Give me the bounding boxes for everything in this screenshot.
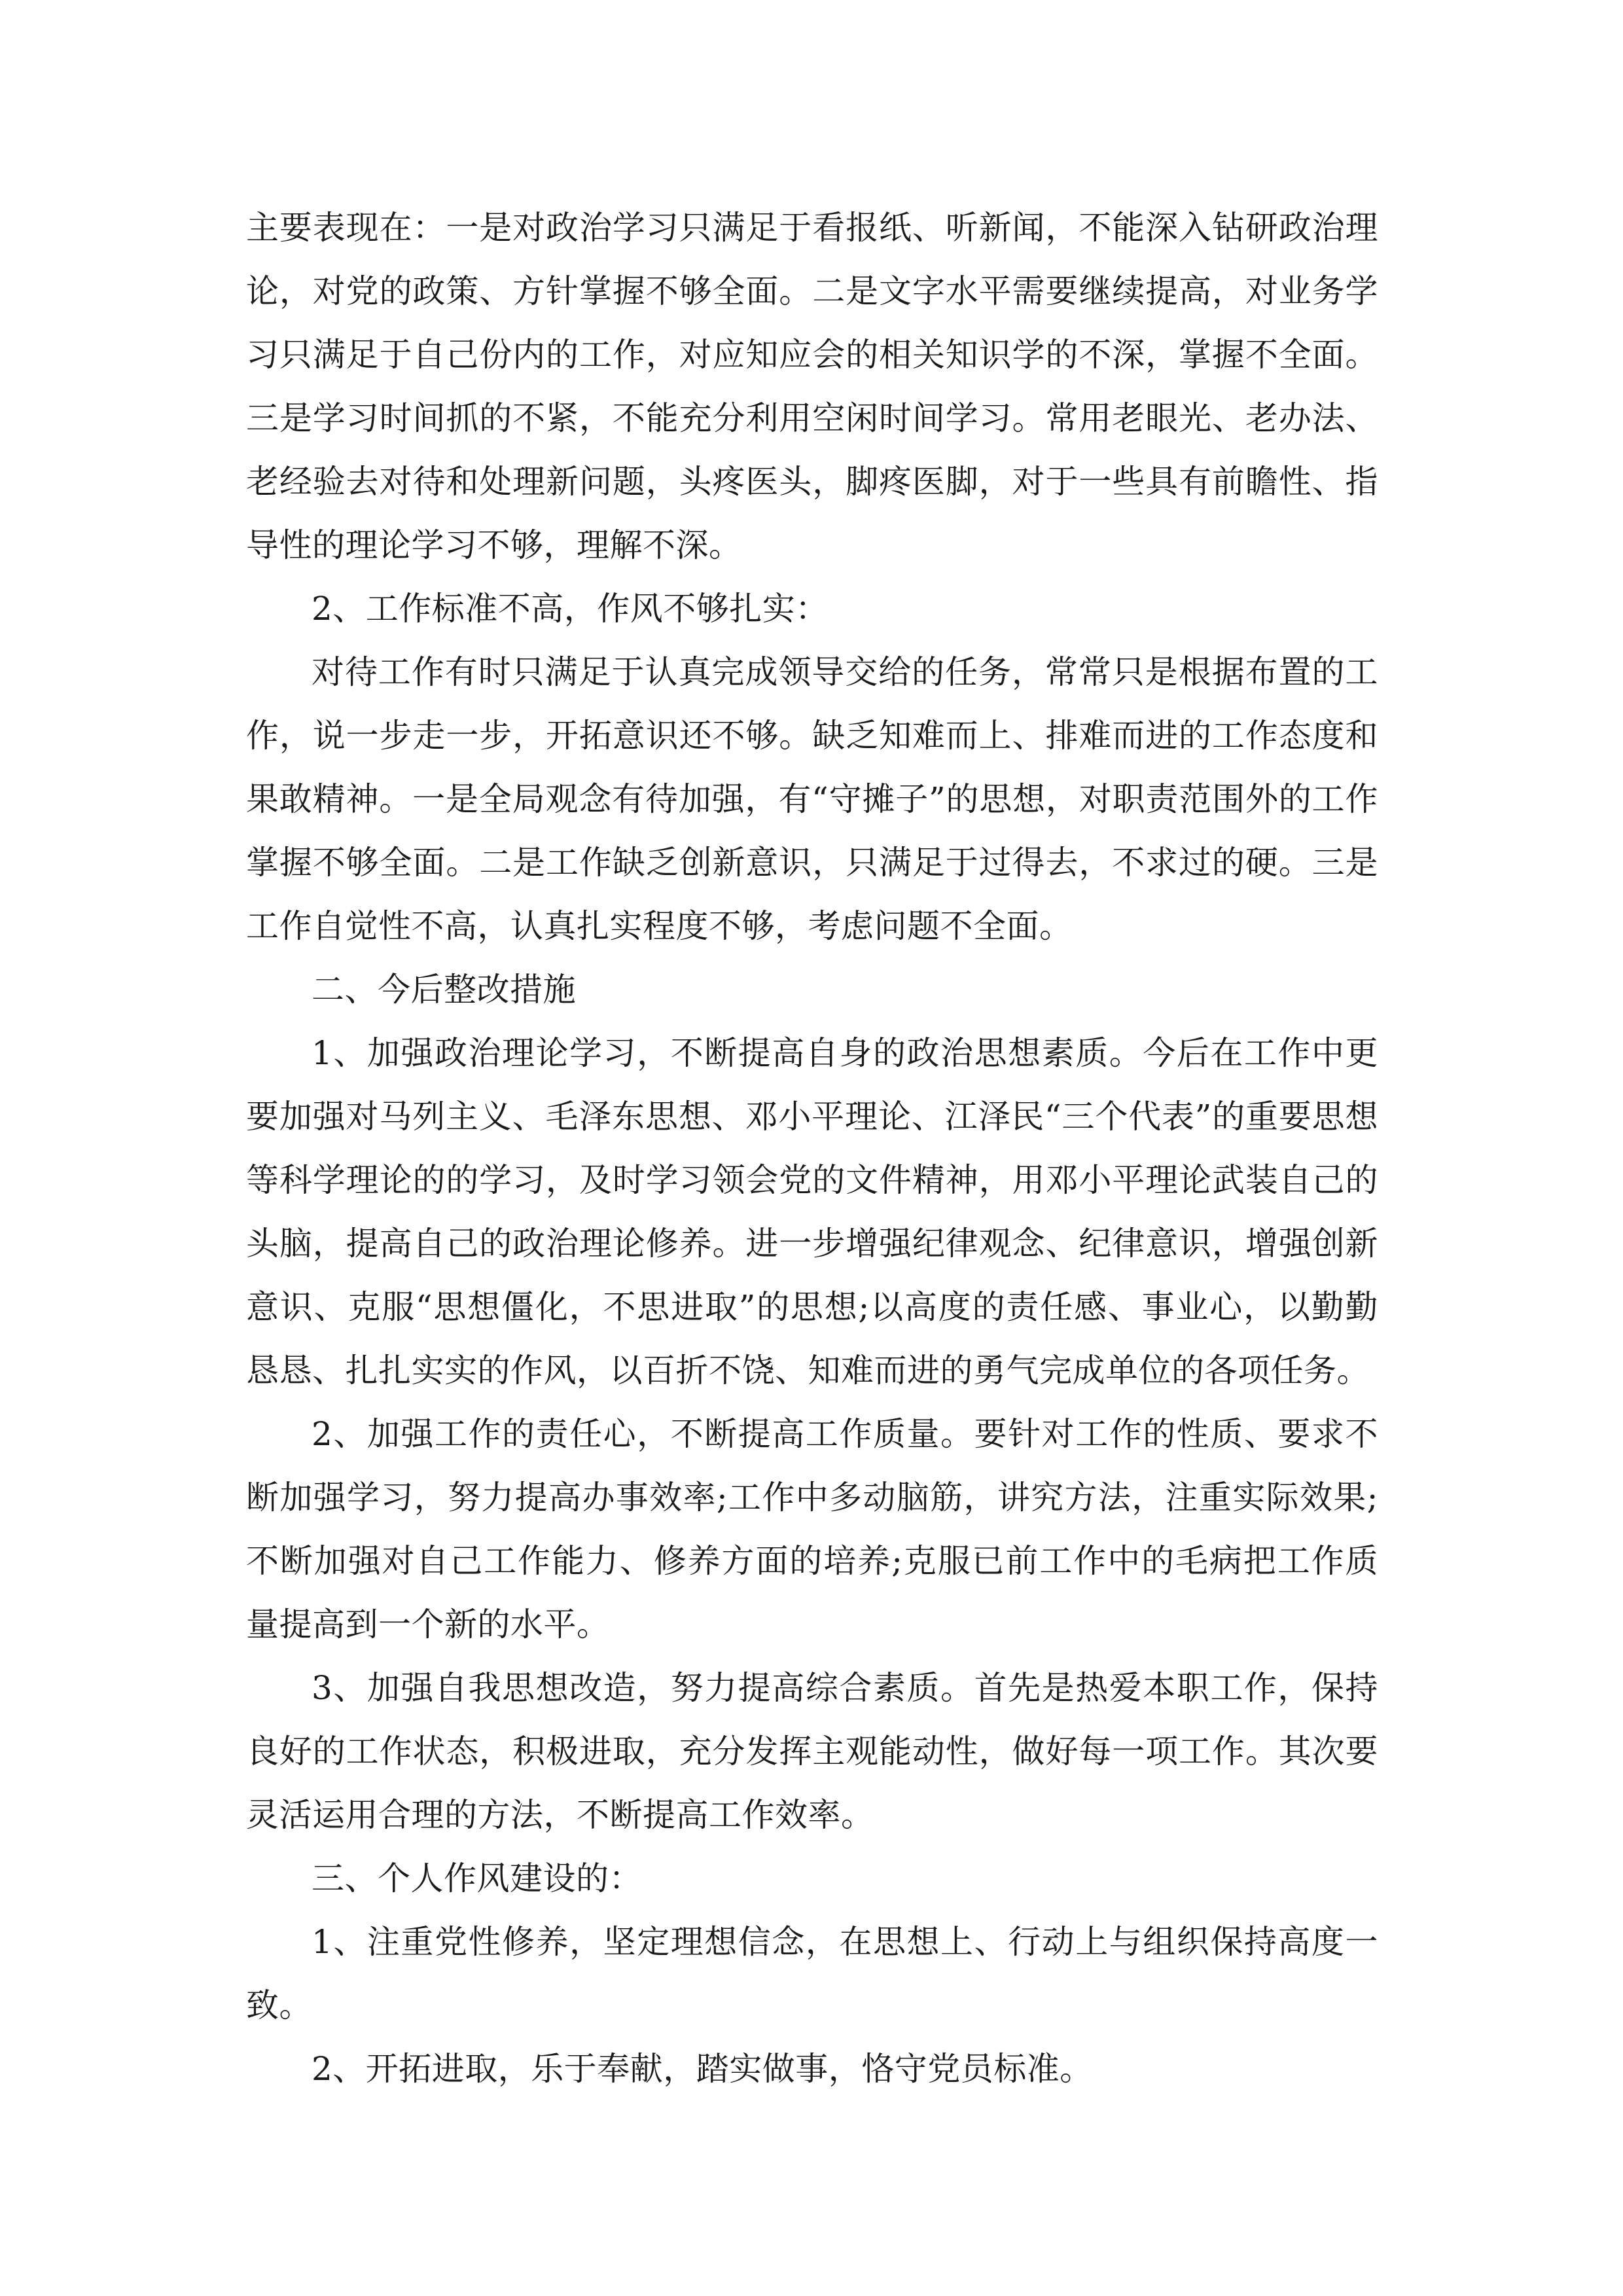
paragraph-work-attitude: 对待工作有时只满足于认真完成领导交给的任务，常常只是根据布置的工作，说一步走一步，开拓意识还不够。缺乏知难而上、排难而进的工作态度和果敢精神。一是全局观念有待加强，有“守摊子”的思想，对职责范围外的工作掌握不够全面。二是工作缺乏创新意识，只满足于过得去，不求过的硬。三是工作自觉性不高，认真扎实程度不够，考虑问题不全面。 (246, 653, 1378, 945)
paragraph-style-party-spirit: 1、注重党性修养，坚定理想信念，在思想上、行动上与组织保持高度一致。 (246, 1923, 1378, 2024)
paragraph-symptoms: 主要表现在：一是对政治学习只满足于看报纸、听新闻，不能深入钻研政治理论，对党的政策、方针掌握不够全面。二是文字水平需要继续提高，对业务学习只满足于自己份内的工作，对应知应会的相关知识学的不深，掌握不全面。三是学习时间抓的不紧，不能充分利用空闲时间学习。常用老眼光、老办法、老经验去对待和处理新问题，头疼医头，脚疼医脚，对于一些具有前瞻性、指导性的理论学习不够，理解不深。 (246, 209, 1378, 564)
section-heading-rectification: 二、今后整改措施 (312, 971, 576, 1009)
paragraph-style-pioneering: 2、开拓进取，乐于奉献，踏实做事，恪守党员标准。 (312, 2050, 1093, 2088)
paragraph-heading-work-standard: 2、工作标准不高，作风不够扎实： (312, 590, 829, 628)
paragraph-measure-theory-study: 1、加强政治理论学习，不断提高自身的政治思想素质。今后在工作中更要加强对马列主义、毛泽东思想、邓小平理论、江泽民“三个代表”的重要思想等科学理论的的学习，及时学习领会党的文件精神，用邓小平理论武装自己的头脑，提高自己的政治理论修养。进一步增强纪律观念、纪律意识，增强创新意识、克服“思想僵化，不思进取”的思想;以高度的责任感、事业心，以勤勤恳恳、扎扎实实的作风，以百折不饶、知难而进的勇气完成单位的各项任务。 (246, 1034, 1378, 1390)
document-body (246, 196, 1378, 2101)
paragraph-measure-self-improvement: 3、加强自我思想改造，努力提高综合素质。首先是热爱本职工作，保持良好的工作状态，积极进取，充分发挥主观能动性，做好每一项工作。其次要灵活运用合理的方法，不断提高工作效率。 (246, 1669, 1378, 1834)
paragraph-measure-responsibility: 2、加强工作的责任心，不断提高工作质量。要针对工作的性质、要求不断加强学习，努力提高办事效率;工作中多动脑筋，讲究方法，注重实际效果;不断加强对自己工作能力、修养方面的培养;克服已前工作中的毛病把工作质量提高到一个新的水平。 (246, 1415, 1378, 1643)
section-heading-personal-style: 三、个人作风建设的： (312, 1859, 642, 1897)
